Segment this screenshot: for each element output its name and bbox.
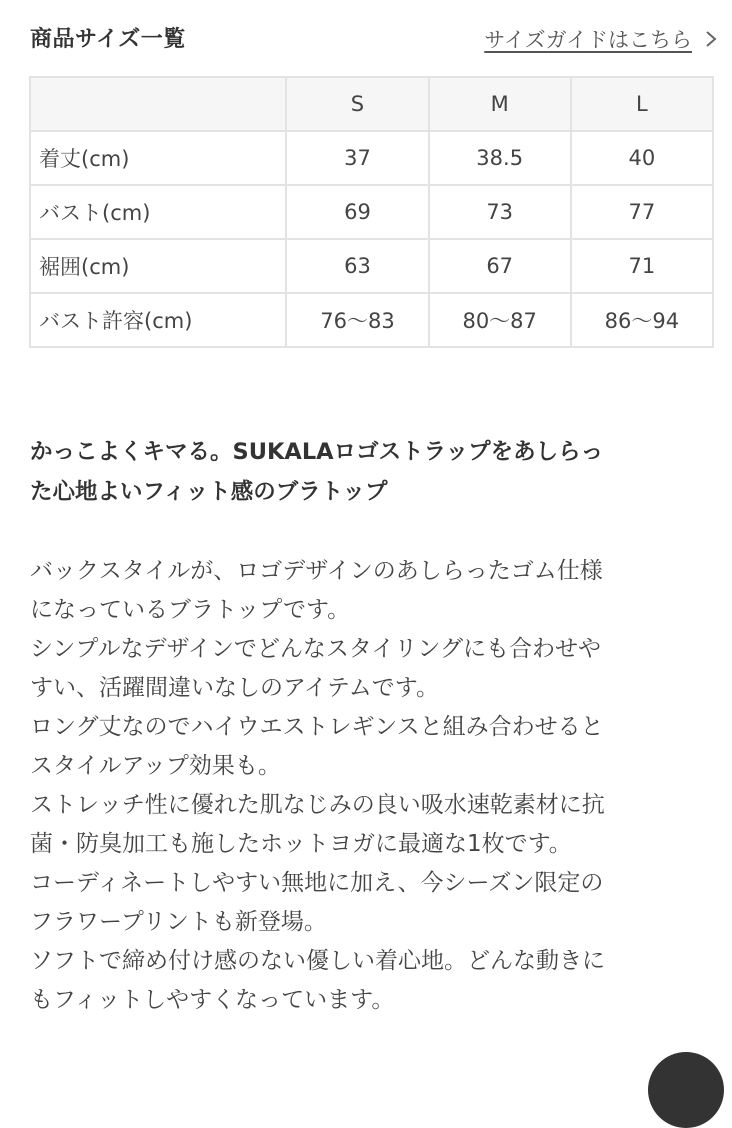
row-label: 着丈(cm) (30, 131, 286, 185)
description-line: ロング丈なのでハイウエストレギンスと組み合わせると (30, 714, 604, 740)
row-label: バスト(cm) (30, 185, 286, 239)
table-header-row (30, 77, 713, 131)
floating-action-button[interactable] (648, 1052, 724, 1128)
catch-copy (30, 432, 710, 512)
table-cell: 77 (571, 185, 713, 239)
table-row (30, 239, 713, 293)
table-cell: 76〜83 (286, 293, 428, 347)
size-guide-link[interactable] (484, 24, 718, 54)
section-title: 商品サイズ一覧 (30, 27, 186, 52)
table-cell: 69 (286, 185, 428, 239)
product-description (30, 552, 710, 1020)
row-label: 裾囲(cm) (30, 239, 286, 293)
size-column-header: M (429, 77, 571, 131)
description-line: 菌・防臭加工も施したホットヨガに最適な1枚です。 (30, 831, 572, 857)
description-line: ストレッチ性に優れた肌なじみの良い吸水速乾素材に抗 (30, 792, 605, 818)
size-guide-link-text: サイズガイドはこちら (484, 28, 692, 52)
size-column-header: L (571, 77, 713, 131)
description-line: もフィットしやすくなっています。 (30, 987, 395, 1013)
catch-copy-line: かっこよくキマる。SUKALAロゴストラップをあしらっ (30, 439, 604, 465)
description-line: ソフトで締め付け感のない優しい着心地。どんな動きに (30, 948, 605, 974)
row-label: バスト許容(cm) (30, 293, 286, 347)
size-column-header: S (286, 77, 428, 131)
table-cell: 37 (286, 131, 428, 185)
description-line: バックスタイルが、ロゴデザインのあしらったゴム仕様 (30, 558, 603, 584)
table-cell: 67 (429, 239, 571, 293)
table-row (30, 293, 713, 347)
description-line: コーディネートしやすい無地に加え、今シーズン限定の (30, 870, 604, 896)
table-cell: 63 (286, 239, 428, 293)
chevron-right-icon (704, 30, 718, 48)
table-cell: 38.5 (429, 131, 571, 185)
description-line: フラワープリントも新登場。 (30, 909, 327, 935)
size-list-header (0, 0, 732, 76)
catch-copy-line: た心地よいフィット感のブラトップ (30, 479, 388, 505)
table-cell: 73 (429, 185, 571, 239)
table-cell: 71 (571, 239, 713, 293)
description-line: シンプルなデザインでどんなスタイリングにも合わせや (30, 636, 601, 662)
table-corner-cell (30, 77, 286, 131)
description-line: になっているブラトップです。 (30, 597, 351, 623)
table-cell: 86〜94 (571, 293, 713, 347)
size-table (29, 76, 714, 348)
table-row (30, 131, 713, 185)
table-cell: 40 (571, 131, 713, 185)
table-row (30, 185, 713, 239)
table-cell: 80〜87 (429, 293, 571, 347)
description-line: スタイルアップ効果も。 (30, 753, 281, 779)
description-line: すい、活躍間違いなしのアイテムです。 (30, 675, 439, 701)
